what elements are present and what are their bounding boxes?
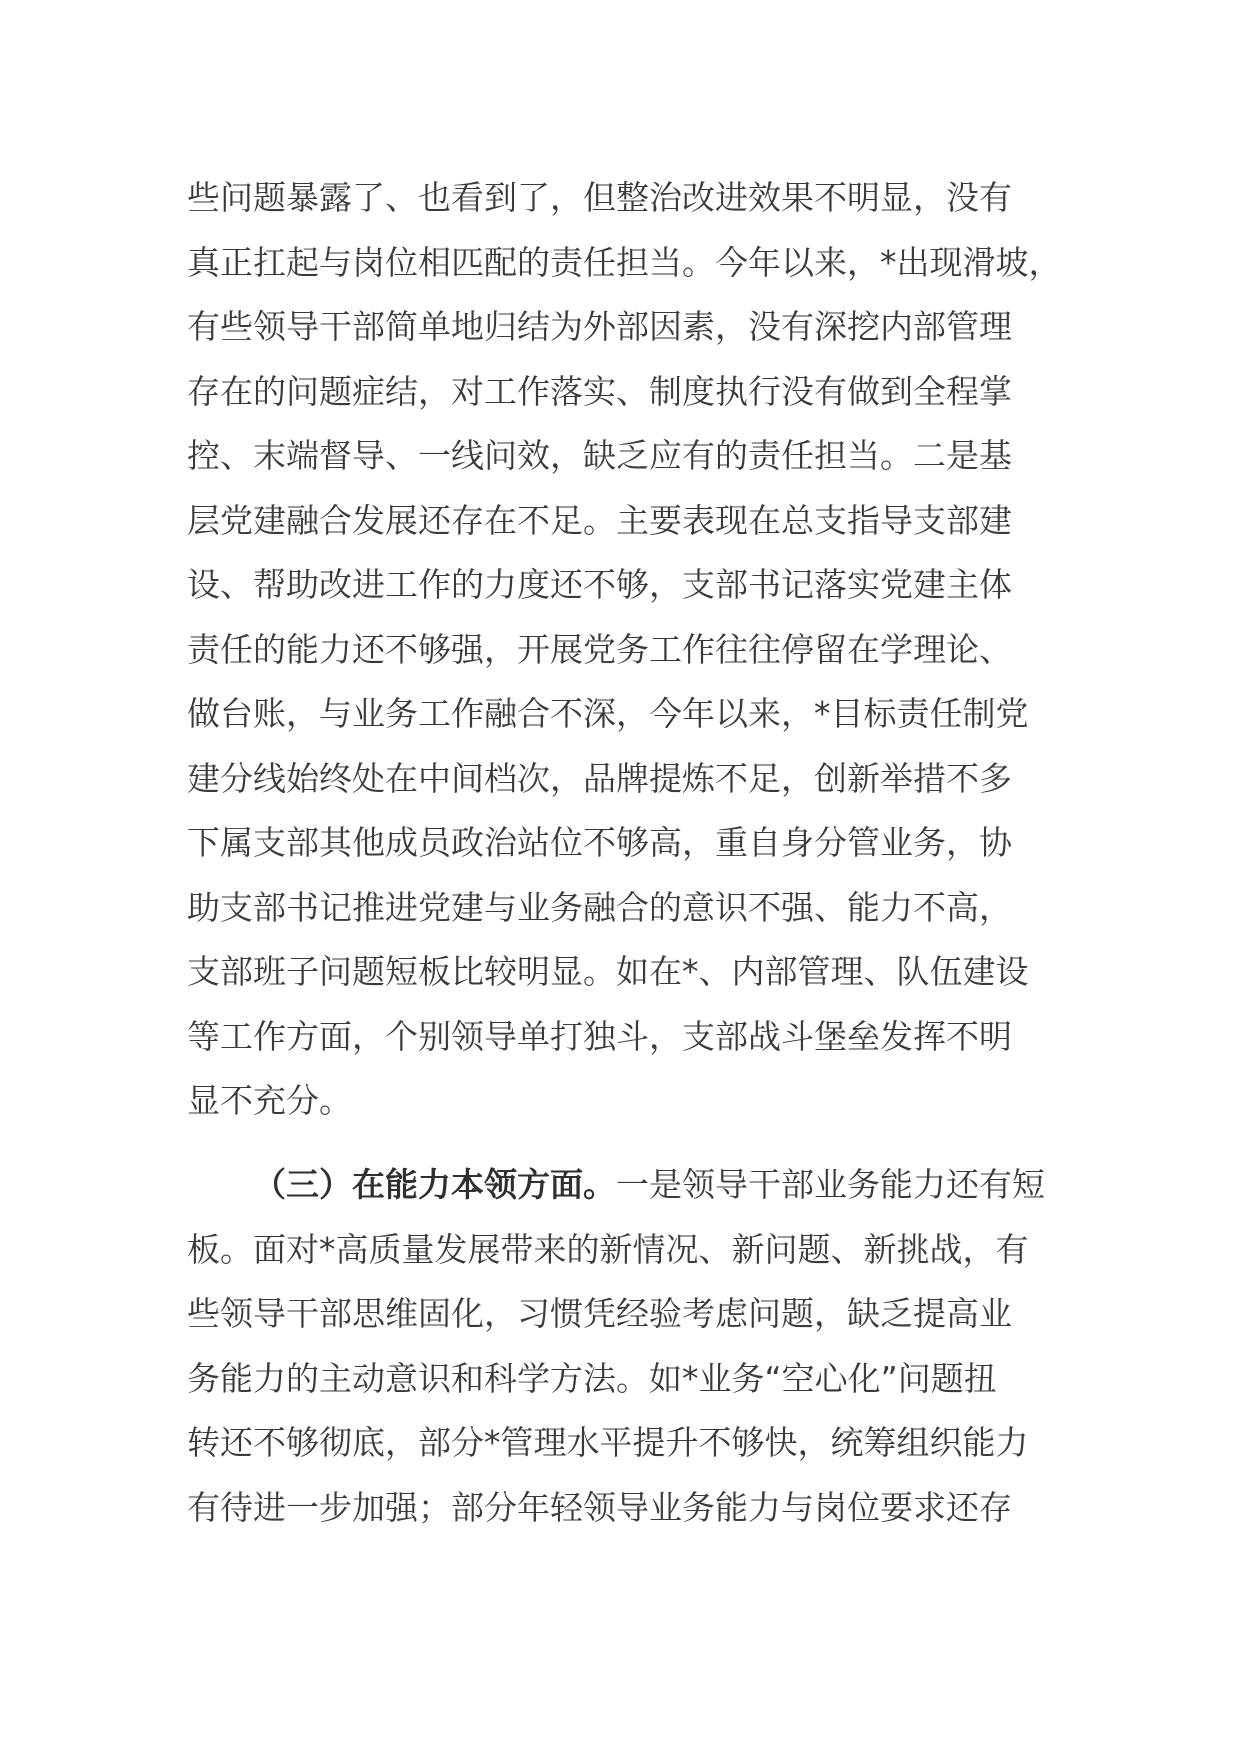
text-line: 下属支部其他成员政治站位不够高，重自身分管业务，协 (187, 823, 1012, 862)
text-line: 等工作方面，个别领导单打独斗，支部战斗堡垒发挥不明 (187, 1016, 1012, 1056)
text-line: 些领导干部思维固化，习惯凭经验考虑问题，缺乏提高业 (187, 1294, 1012, 1333)
paragraph-continuation (187, 166, 1065, 1134)
section-heading: （三）在能力本领方面。 (253, 1165, 616, 1204)
text-line: 有待进一步加强；部分年轻领导业务能力与岗位要求还存 (187, 1487, 1012, 1527)
paragraph-ability (187, 1153, 1065, 1540)
text-line: 支部班子问题短板比较明显。如在*、内部管理、队伍建设 (187, 952, 1029, 991)
text-line: 务能力的主动意识和科学方法。如*业务“空心化”问题扭 (187, 1358, 997, 1398)
text-line: 责任的能力还不够强，开展党务工作往往停留在学理论、 (187, 629, 1012, 669)
text-line: 建分线始终处在中间档次，品牌提炼不足，创新举措不多 (187, 758, 1012, 798)
text-line: 转还不够彻底，部分*管理水平提升不够快，统筹组织能力 (187, 1423, 1029, 1462)
text-line: 板。面对*高质量发展带来的新情况、新问题、新挑战，有 (187, 1229, 1029, 1269)
text-line: 有些领导干部简单地归结为外部因素，没有深挖内部管理 (187, 307, 1012, 346)
paragraph-first-line (187, 1153, 1065, 1218)
text-line: 控、末端督导、一线问效，缺乏应有的责任担当。二是基 (187, 436, 1012, 475)
text-line: 助支部书记推进党建与业务融合的意识不强、能力不高， (187, 887, 1012, 927)
text-line: 设、帮助改进工作的力度还不够，支部书记落实党建主体 (187, 565, 1012, 604)
text-line: 真正扛起与岗位相匹配的责任担当。今年以来，*出现滑坡， (187, 242, 1062, 282)
text-line: 些问题暴露了、也看到了，但整治改进效果不明显，没有 (187, 178, 1012, 217)
text-line: 显不充分。 (187, 1081, 352, 1120)
text-run: 一是领导干部业务能力还有短 (616, 1165, 1045, 1204)
text-line: 层党建融合发展还存在不足。主要表现在总支指导支部建 (187, 500, 1012, 540)
text-line: 做台账，与业务工作融合不深，今年以来，*目标责任制党 (187, 694, 1029, 733)
text-line: 存在的问题症结，对工作落实、制度执行没有做到全程掌 (187, 371, 1012, 411)
